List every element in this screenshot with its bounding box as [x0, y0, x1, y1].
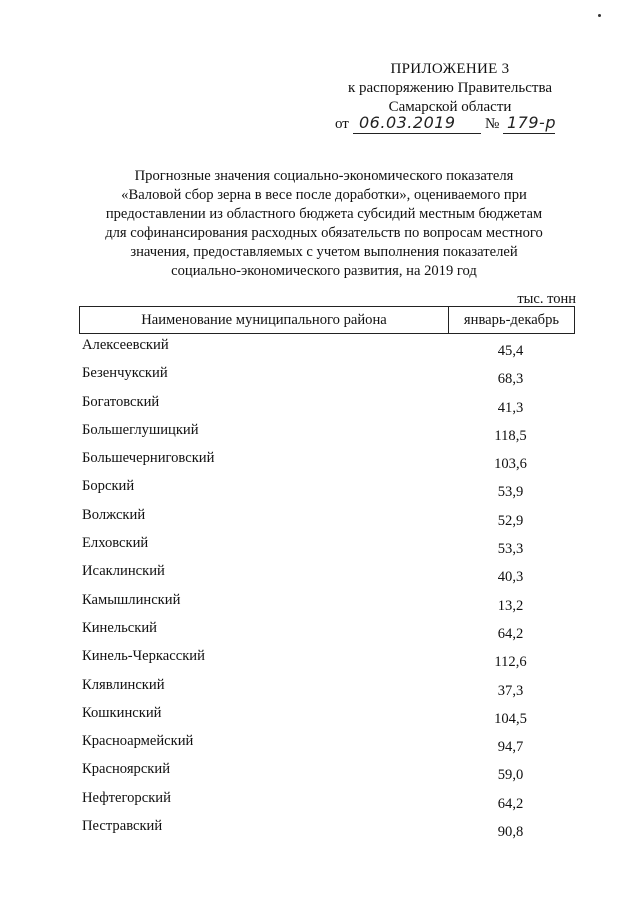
table-row	[79, 705, 575, 733]
district-name: Пестравский	[82, 818, 163, 835]
date-underline	[353, 133, 481, 134]
appendix-line-2: Самарской области	[388, 99, 512, 115]
date-handwritten: 06.03.2019	[359, 113, 456, 132]
table-row	[79, 478, 575, 506]
table-row	[79, 677, 575, 705]
district-name: Красноармейский	[82, 733, 194, 750]
table-row	[79, 733, 575, 761]
heading-line: значения, предоставляемых с учетом выполнения показателей	[130, 244, 518, 260]
district-name: Волжский	[82, 506, 146, 523]
district-name: Кинель-Черкасский	[82, 648, 205, 665]
table-row	[79, 337, 575, 365]
units-label: тыс. тонн	[517, 291, 576, 307]
heading-line: для софинансирования расходных обязательств по вопросам местного	[105, 225, 543, 241]
table-row	[79, 563, 575, 591]
heading-line: предоставлении из областного бюджета субсидий местным бюджетам	[105, 206, 543, 222]
heading-line: «Валовой сбор зерна в весе после доработки», оцениваемого при	[121, 187, 527, 203]
table-row	[79, 422, 575, 450]
harvest-value: 94,7	[497, 739, 524, 756]
district-name: Нефтегорский	[82, 789, 171, 806]
harvest-value: 64,2	[497, 795, 524, 812]
district-name: Клявлинский	[82, 676, 165, 693]
harvest-value: 104,5	[494, 710, 527, 727]
harvest-value: 13,2	[497, 597, 524, 614]
table-row	[79, 507, 575, 535]
table-row	[79, 535, 575, 563]
district-name: Большеглушицкий	[82, 421, 199, 438]
header-district-name: Наименование муниципального района	[80, 307, 449, 333]
harvest-value: 41,3	[497, 399, 524, 416]
header-period: январь-декабрь	[463, 312, 560, 328]
appendix-title: ПРИЛОЖЕНИЕ 3	[390, 61, 510, 77]
table-row	[79, 620, 575, 648]
number-prefix: №	[485, 116, 500, 132]
decree-date-number	[335, 113, 575, 138]
district-name: Елховский	[82, 535, 149, 552]
appendix-block	[330, 60, 570, 117]
heading-line: социально-экономического развития, на 2019 год	[171, 263, 477, 279]
heading-line: Прогнозные значения социально-экономического показателя	[134, 168, 514, 184]
table-body	[79, 337, 575, 846]
table-row	[79, 818, 575, 846]
district-name: Кинельский	[82, 619, 157, 636]
harvest-value: 59,0	[497, 767, 524, 784]
harvest-value: 112,6	[494, 654, 527, 671]
district-name: Безенчукский	[82, 365, 168, 382]
table-row	[79, 790, 575, 818]
harvest-value: 118,5	[494, 427, 527, 444]
table-row	[79, 394, 575, 422]
district-name: Камышлинский	[82, 591, 181, 608]
table-row	[79, 365, 575, 393]
table-row	[79, 450, 575, 478]
district-name: Кошкинский	[82, 704, 162, 721]
table-row	[79, 648, 575, 676]
document-heading	[96, 167, 552, 281]
harvest-value: 37,3	[497, 682, 524, 699]
district-name: Богатовский	[82, 393, 160, 410]
harvest-value: 52,9	[497, 512, 524, 529]
date-prefix: от	[335, 116, 349, 132]
district-name: Борский	[82, 478, 135, 495]
table-header	[79, 306, 575, 334]
harvest-value: 103,6	[494, 456, 527, 473]
harvest-value: 68,3	[497, 371, 524, 388]
scan-dot	[598, 14, 601, 17]
harvest-value: 53,3	[497, 541, 524, 558]
table-row	[79, 592, 575, 620]
appendix-line-1: к распоряжению Правительства	[347, 80, 552, 96]
harvest-value: 45,4	[497, 343, 524, 359]
harvest-value: 90,8	[497, 824, 524, 841]
table-row	[79, 761, 575, 789]
district-name: Красноярский	[82, 761, 171, 778]
harvest-value: 64,2	[497, 625, 524, 642]
number-handwritten: 179-р	[507, 113, 556, 132]
number-underline	[503, 133, 555, 134]
harvest-value: 40,3	[497, 569, 524, 586]
district-name: Исаклинский	[82, 563, 165, 580]
district-name: Алексеевский	[82, 337, 169, 353]
harvest-value: 53,9	[497, 484, 524, 501]
district-name: Большечерниговский	[82, 450, 215, 467]
